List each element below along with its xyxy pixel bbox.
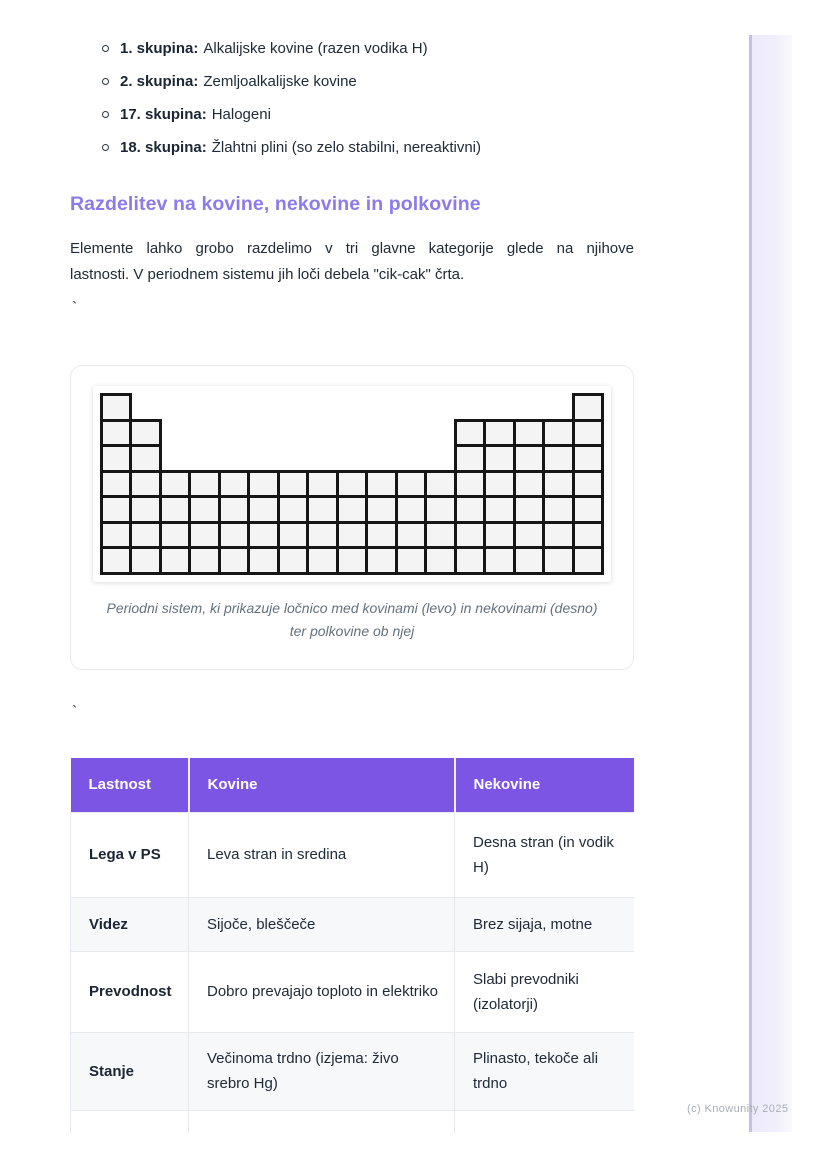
element-cell [249, 548, 278, 574]
cell-nekovine: Brez sijaja, motne [455, 897, 635, 951]
empty-cell [249, 420, 278, 446]
empty-cell [308, 395, 337, 421]
element-cell [102, 548, 131, 574]
empty-cell [278, 420, 307, 446]
table-row [71, 812, 635, 897]
empty-cell [308, 420, 337, 446]
element-cell [190, 471, 219, 497]
bullet-circle-icon [102, 111, 109, 118]
element-cell [573, 548, 603, 574]
cell-kovine: Večinoma trdno (izjema: živo srebro Hg) [189, 1032, 455, 1110]
header-nekovine: Nekovine [455, 758, 635, 812]
element-cell [485, 548, 514, 574]
table-row [71, 1032, 635, 1110]
element-cell [102, 420, 131, 446]
element-cell [396, 548, 425, 574]
element-cell [160, 548, 189, 574]
element-cell [573, 497, 603, 523]
element-cell [131, 548, 160, 574]
element-cell [544, 446, 573, 472]
element-cell [573, 446, 603, 472]
element-cell [396, 522, 425, 548]
list-item-label: 1. skupina: [120, 40, 199, 57]
list-item-text: Žlahtni plini (so zelo stabilni, nereaktivni) [211, 139, 481, 156]
watermark: (c) Knowunity 2025 [687, 1103, 789, 1115]
element-cell [396, 497, 425, 523]
table-row [71, 951, 635, 1032]
element-cell [131, 420, 160, 446]
element-cell [573, 395, 603, 421]
figure-caption: Periodni sistem, ki prikazuje ločnico med kovinami (levo) in nekovinami (desno) ter polkovine ob njej [106, 599, 598, 639]
empty-cell [190, 446, 219, 472]
element-cell [308, 471, 337, 497]
element-cell [573, 471, 603, 497]
element-cell [219, 471, 248, 497]
element-cell [455, 471, 484, 497]
element-cell [102, 497, 131, 523]
list-item [70, 139, 634, 160]
element-cell [455, 420, 484, 446]
element-cell [278, 471, 307, 497]
cell-kovine [189, 1110, 455, 1133]
cell-lastnost: Prevodnost [71, 951, 189, 1032]
element-cell [219, 522, 248, 548]
table-header-row [71, 758, 635, 812]
list-item-label: 2. skupina: [120, 73, 199, 90]
intro-paragraph [70, 236, 634, 288]
cell-kovine: Dobro prevajajo toploto in elektriko [189, 951, 455, 1032]
decorative-purple-band [749, 35, 792, 1132]
element-cell [308, 497, 337, 523]
element-cell [485, 522, 514, 548]
empty-cell [396, 446, 425, 472]
group-bullet-list [70, 40, 634, 172]
header-lastnost: Lastnost [71, 758, 189, 812]
element-cell [544, 497, 573, 523]
empty-cell [337, 420, 366, 446]
element-cell [160, 497, 189, 523]
empty-cell [485, 395, 514, 421]
element-cell [426, 548, 455, 574]
element-cell [485, 497, 514, 523]
empty-cell [544, 395, 573, 421]
element-cell [514, 522, 543, 548]
element-cell [573, 522, 603, 548]
element-cell [308, 548, 337, 574]
element-cell [396, 471, 425, 497]
element-cell [249, 522, 278, 548]
empty-cell [160, 395, 189, 421]
cell-lastnost: Lega v PS [71, 812, 189, 897]
empty-cell [249, 395, 278, 421]
empty-cell [278, 446, 307, 472]
element-cell [544, 548, 573, 574]
element-cell [102, 471, 131, 497]
element-cell [190, 548, 219, 574]
element-cell [102, 395, 131, 421]
list-item [70, 106, 634, 127]
cell-nekovine: Plinasto, tekoče ali trdno [455, 1032, 635, 1110]
element-cell [514, 420, 543, 446]
empty-cell [367, 446, 396, 472]
element-cell [367, 522, 396, 548]
list-item-label: 18. skupina: [120, 139, 207, 156]
empty-cell [426, 446, 455, 472]
empty-cell [160, 420, 189, 446]
bullet-circle-icon [102, 45, 109, 52]
empty-cell [337, 446, 366, 472]
element-cell [102, 446, 131, 472]
empty-cell [160, 446, 189, 472]
empty-cell [219, 446, 248, 472]
element-cell [573, 420, 603, 446]
cell-nekovine: Desna stran (in vodik H) [455, 812, 635, 897]
element-cell [485, 471, 514, 497]
element-cell [426, 522, 455, 548]
element-cell [514, 548, 543, 574]
cell-lastnost: Stanje [71, 1032, 189, 1110]
element-cell [219, 497, 248, 523]
empty-cell [337, 395, 366, 421]
element-cell [514, 497, 543, 523]
cell-kovine: Leva stran in sredina [189, 812, 455, 897]
element-cell [367, 548, 396, 574]
list-item-text: Halogeni [211, 106, 271, 123]
element-cell [455, 497, 484, 523]
empty-cell [131, 395, 160, 421]
element-cell [249, 497, 278, 523]
empty-cell [396, 395, 425, 421]
list-item-label: 17. skupina: [120, 106, 207, 123]
element-cell [544, 471, 573, 497]
element-cell [367, 471, 396, 497]
paragraph-line: lastnosti. V periodnem sistemu jih loči debela "cik-cak" črta. [70, 266, 465, 283]
element-cell [131, 497, 160, 523]
stray-backtick: ` [72, 704, 78, 721]
stray-backtick: ` [72, 300, 78, 317]
element-cell [190, 497, 219, 523]
element-cell [190, 522, 219, 548]
section-heading: Razdelitev na kovine, nekovine in polkovine [70, 193, 481, 215]
empty-cell [278, 395, 307, 421]
element-cell [337, 522, 366, 548]
element-cell [160, 471, 189, 497]
element-cell [455, 548, 484, 574]
empty-cell [190, 420, 219, 446]
empty-cell [190, 395, 219, 421]
empty-cell [426, 420, 455, 446]
empty-cell [367, 420, 396, 446]
element-cell [367, 497, 396, 523]
element-cell [278, 522, 307, 548]
periodic-table-image [93, 386, 611, 582]
cell-nekovine [455, 1110, 635, 1133]
element-cell [485, 420, 514, 446]
element-cell [131, 471, 160, 497]
list-item-text: Alkalijske kovine (razen vodika H) [203, 40, 428, 57]
empty-cell [426, 395, 455, 421]
element-cell [219, 548, 248, 574]
list-item [70, 40, 634, 61]
comparison-table [70, 758, 634, 1133]
periodic-grid [100, 393, 604, 575]
bullet-circle-icon [102, 78, 109, 85]
element-cell [455, 522, 484, 548]
element-cell [308, 522, 337, 548]
element-cell [278, 497, 307, 523]
list-item [70, 73, 634, 94]
list-item-text: Zemljoalkalijske kovine [203, 73, 357, 90]
bullet-circle-icon [102, 144, 109, 151]
cell-nekovine: Slabi prevodniki (izolatorji) [455, 951, 635, 1032]
cell-lastnost: Videz [71, 897, 189, 951]
empty-cell [514, 395, 543, 421]
element-cell [131, 446, 160, 472]
element-cell [131, 522, 160, 548]
element-cell [426, 497, 455, 523]
empty-cell [219, 395, 248, 421]
element-cell [544, 522, 573, 548]
empty-cell [219, 420, 248, 446]
element-cell [514, 471, 543, 497]
empty-cell [396, 420, 425, 446]
figure-card [70, 365, 634, 670]
cell-lastnost [71, 1110, 189, 1133]
element-cell [426, 471, 455, 497]
empty-cell [308, 446, 337, 472]
empty-cell [455, 395, 484, 421]
element-cell [485, 446, 514, 472]
element-cell [278, 548, 307, 574]
element-cell [249, 471, 278, 497]
element-cell [544, 420, 573, 446]
element-cell [514, 446, 543, 472]
element-cell [102, 522, 131, 548]
header-kovine: Kovine [189, 758, 455, 812]
element-cell [337, 497, 366, 523]
empty-cell [367, 395, 396, 421]
cell-kovine: Sijoče, bleščeče [189, 897, 455, 951]
element-cell [455, 446, 484, 472]
element-cell [337, 548, 366, 574]
element-cell [337, 471, 366, 497]
element-cell [160, 522, 189, 548]
paragraph-line: Elemente lahko grobo razdelimo v tri glavne kategorije glede na njihove [70, 240, 634, 257]
table-row-partial [71, 1110, 635, 1133]
comparison-table-wrapper [70, 758, 634, 1133]
table-row [71, 897, 635, 951]
empty-cell [249, 446, 278, 472]
